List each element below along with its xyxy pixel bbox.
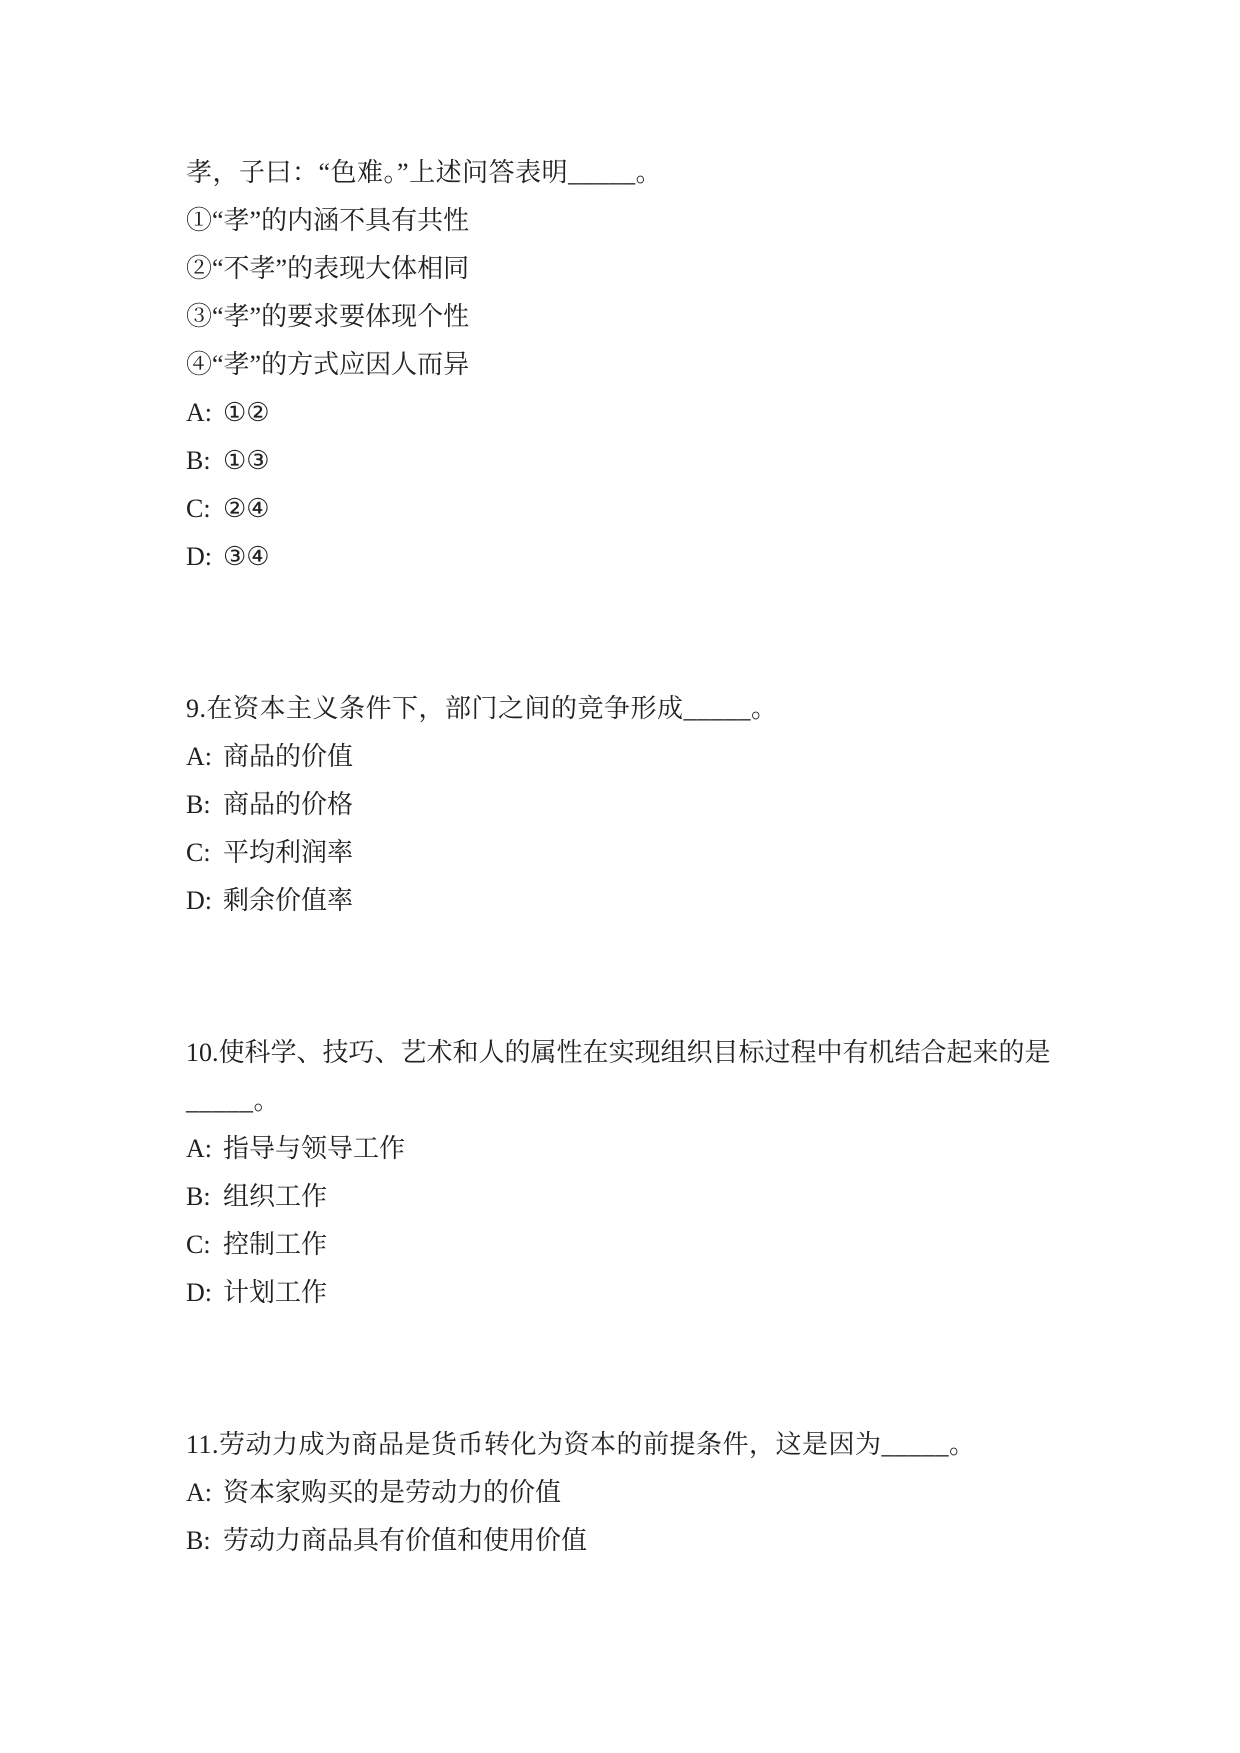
question-stem-line-1: 10.使科学、技巧、艺术和人的属性在实现组织目标过程中有机结合起来的是: [186, 1038, 1051, 1067]
option-label: B:: [186, 1182, 211, 1211]
option-text: ③④: [223, 542, 270, 571]
option-row-a: [186, 733, 1160, 781]
option-row-d: [186, 533, 1160, 581]
option-text: 资本家购买的是劳动力的价值: [223, 1478, 562, 1507]
option-row-c: [186, 829, 1160, 877]
option-text: 指导与领导工作: [223, 1134, 406, 1163]
option-row-b: [186, 1517, 1160, 1565]
statement-item-4: ④“孝”的方式应因人而异: [186, 350, 470, 379]
option-row-a: [186, 389, 1160, 437]
option-label: A:: [186, 398, 212, 427]
option-text: 商品的价值: [223, 742, 354, 771]
question-stem: 孝，子曰：“色难。”上述问答表明_____。: [186, 158, 663, 187]
option-label: B:: [186, 446, 211, 475]
statement-item-1: ①“孝”的内涵不具有共性: [186, 206, 470, 235]
option-label: B:: [186, 790, 211, 819]
option-row-a: [186, 1469, 1160, 1517]
option-text: 商品的价格: [223, 790, 354, 819]
option-row-b: [186, 437, 1160, 485]
option-label: A:: [186, 1478, 212, 1507]
option-label: C:: [186, 838, 211, 867]
question-stem: 9.在资本主义条件下，部门之间的竞争形成_____。: [186, 694, 778, 723]
option-row-d: [186, 1269, 1160, 1317]
option-label: C:: [186, 1230, 211, 1259]
question-stem: 11.劳动力成为商品是货币转化为资本的前提条件，这是因为_____。: [186, 1430, 976, 1459]
option-label: D:: [186, 886, 212, 915]
option-text: ①③: [223, 446, 270, 475]
statement-item-2: ②“不孝”的表现大体相同: [186, 254, 470, 283]
option-text: 控制工作: [223, 1230, 328, 1259]
statement-item-3: ③“孝”的要求要体现个性: [186, 302, 470, 331]
option-row-d: [186, 877, 1160, 925]
question-block-11: [186, 1421, 1160, 1565]
option-row-c: [186, 1221, 1160, 1269]
option-label: D:: [186, 1278, 212, 1307]
option-text: 劳动力商品具有价值和使用价值: [223, 1526, 588, 1555]
option-label: A:: [186, 1134, 212, 1163]
option-row-b: [186, 781, 1160, 829]
option-label: B:: [186, 1526, 211, 1555]
question-stem-line-2: _____。: [186, 1086, 281, 1115]
question-block-10: [186, 1029, 1160, 1317]
option-text: ①②: [223, 398, 270, 427]
option-row-a: [186, 1125, 1160, 1173]
option-label: C:: [186, 494, 211, 523]
option-label: D:: [186, 542, 212, 571]
option-row-b: [186, 1173, 1160, 1221]
option-text: 计划工作: [223, 1278, 328, 1307]
option-text: 剩余价值率: [223, 886, 354, 915]
question-block-9: [186, 685, 1160, 925]
option-text: ②④: [223, 494, 270, 523]
option-label: A:: [186, 742, 212, 771]
option-text: 平均利润率: [223, 838, 354, 867]
option-row-c: [186, 485, 1160, 533]
question-block-8-continuation: [186, 149, 1160, 581]
option-text: 组织工作: [223, 1182, 328, 1211]
